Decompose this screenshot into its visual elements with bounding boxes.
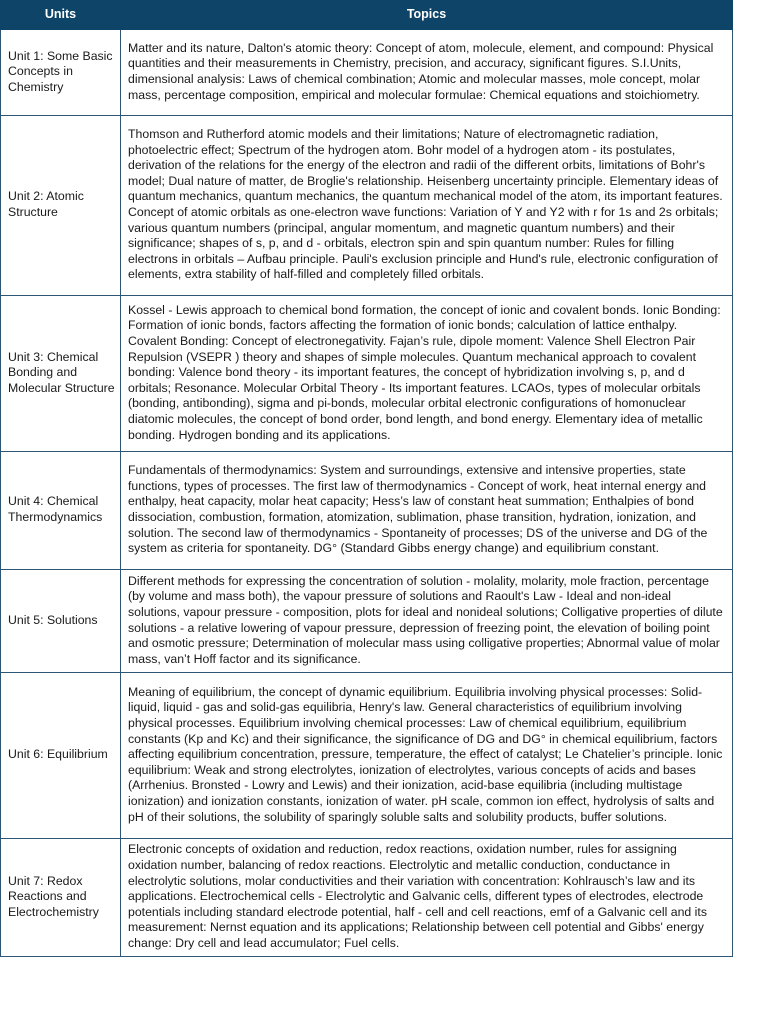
topics-cell: Different methods for expressing the concentration of solution - molality, molarity, mole fraction, percentage (by volume and mass both), the vapour pressure of solutions and Raoult's Law - Ideal and non-ideal solutions, vapour pressure - composition, plots for ideal and nonideal solutions; Colligative properties of dilute solutions - a relative lowering of vapour pressure, depression of freezing point, the elevation of boiling point and osmotic pressure; Determination of molecular mass using colligative properties; Abnormal value of molar mass, van’t Hoff factor and its significance. bbox=[121, 570, 733, 673]
topics-cell: Meaning of equilibrium, the concept of dynamic equilibrium. Equilibria involving physical processes: Solid-liquid, liquid - gas and solid-gas equilibria, Henry's law. General characteristics of equilibrium involving physical processes. Equilibrium involving chemical processes: Law of chemical equilibrium, equilibrium constants (Kp and Kc) and their significance, the significance of DG and DG° in chemical equilibrium, factors affecting equilibrium concentration, pressure, temperature, the effect of catalyst; Le Chatelier’s principle. Ionic equilibrium: Weak and strong electrolytes, ionization of electrolytes, various concepts of acids and bases (Arrhenius. Bronsted - Lowry and Lewis) and their ionization, acid-base equilibria (including multistage ionization) and ionization constants, ionization of water. pH scale, common ion effect, hydrolysis of salts and pH of their solutions, the solubility of sparingly soluble salts and solubility products, buffer solutions. bbox=[121, 673, 733, 839]
table-row-unit-2 bbox=[1, 116, 733, 296]
unit-cell: Unit 1: Some Basic Concepts in Chemistry bbox=[1, 30, 121, 116]
header-units: Units bbox=[1, 1, 121, 30]
table-body bbox=[1, 30, 733, 957]
table-row-unit-1 bbox=[1, 30, 733, 116]
topics-cell: Electronic concepts of oxidation and reduction, redox reactions, oxidation number, rules for assigning oxidation number, balancing of redox reactions. Electrolytic and metallic conduction, conductance in electrolytic solutions, molar conductivities and their variation with concentration: Kohlrausch’s law and its applications. Electrochemical cells - Electrolytic and Galvanic cells, different types of electrodes, electrode potentials including standard electrode potential, half - cell and cell reactions, emf of a Galvanic cell and its measurement: Nernst equation and its applications; Relationship between cell potential and Gibbs' energy change: Dry cell and lead accumulator; Fuel cells. bbox=[121, 839, 733, 957]
topics-cell: Fundamentals of thermodynamics: System and surroundings, extensive and intensive properties, state functions, types of processes. The first law of thermodynamics - Concept of work, heat internal energy and enthalpy, heat capacity, molar heat capacity; Hess’s law of constant heat summation; Enthalpies of bond dissociation, combustion, formation, atomization, sublimation, phase transition, hydration, ionization, and solution. The second law of thermodynamics - Spontaneity of processes; DS of the universe and DG of the system as criteria for spontaneity. DG° (Standard Gibbs energy change) and equilibrium constant. bbox=[121, 452, 733, 570]
unit-cell: Unit 7: Redox Reactions and Electrochemistry bbox=[1, 839, 121, 957]
table-row-unit-3 bbox=[1, 296, 733, 452]
unit-cell: Unit 3: Chemical Bonding and Molecular Structure bbox=[1, 296, 121, 452]
table-header bbox=[1, 1, 733, 30]
header-topics: Topics bbox=[121, 1, 733, 30]
unit-cell: Unit 6: Equilibrium bbox=[1, 673, 121, 839]
table-row-unit-4 bbox=[1, 452, 733, 570]
table-row-unit-6 bbox=[1, 673, 733, 839]
topics-cell: Thomson and Rutherford atomic models and their limitations; Nature of electromagnetic radiation, photoelectric effect; Spectrum of the hydrogen atom. Bohr model of a hydrogen atom - its postulates, derivation of the relations for the energy of the electron and radii of the different orbits, limitations of Bohr's model; Dual nature of matter, de Broglie's relationship. Heisenberg uncertainty principle. Elementary ideas of quantum mechanics, quantum mechanics, the quantum mechanical model of the atom, its important features. Concept of atomic orbitals as one-electron wave functions: Variation of Y and Y2 with r for 1s and 2s orbitals; various quantum numbers (principal, angular momentum, and magnetic quantum numbers) and their significance; shapes of s, p, and d - orbitals, electron spin and spin quantum number: Rules for filling electrons in orbitals – Aufbau principle. Pauli's exclusion principle and Hund's rule, electronic configuration of elements, extra stability of half-filled and completely filled orbitals. bbox=[121, 116, 733, 296]
unit-cell: Unit 2: Atomic Structure bbox=[1, 116, 121, 296]
topics-cell: Matter and its nature, Dalton's atomic theory: Concept of atom, molecule, element, and compound: Physical quantities and their measurements in Chemistry, precision, and accuracy, significant figures. S.I.Units, dimensional analysis: Laws of chemical combination; Atomic and molecular masses, mole concept, molar mass, percentage composition, empirical and molecular formulae: Chemical equations and stoichiometry. bbox=[121, 30, 733, 116]
topics-cell: Kossel - Lewis approach to chemical bond formation, the concept of ionic and covalent bonds. Ionic Bonding: Formation of ionic bonds, factors affecting the formation of ionic bonds; calculation of lattice enthalpy. Covalent Bonding: Concept of electronegativity. Fajan’s rule, dipole moment: Valence Shell Electron Pair Repulsion (VSEPR ) theory and shapes of simple molecules. Quantum mechanical approach to covalent bonding: Valence bond theory - its important features, the concept of hybridization involving s, p, and d orbitals; Resonance. Molecular Orbital Theory - Its important features. LCAOs, types of molecular orbitals (bonding, antibonding), sigma and pi-bonds, molecular orbital electronic configurations of homonuclear diatomic molecules, the concept of bond order, bond length, and bond energy. Elementary idea of metallic bonding. Hydrogen bonding and its applications. bbox=[121, 296, 733, 452]
unit-cell: Unit 4: Chemical Thermodynamics bbox=[1, 452, 121, 570]
unit-cell: Unit 5: Solutions bbox=[1, 570, 121, 673]
table-row-unit-5 bbox=[1, 570, 733, 673]
table-row-unit-7 bbox=[1, 839, 733, 957]
header-row bbox=[1, 1, 733, 30]
